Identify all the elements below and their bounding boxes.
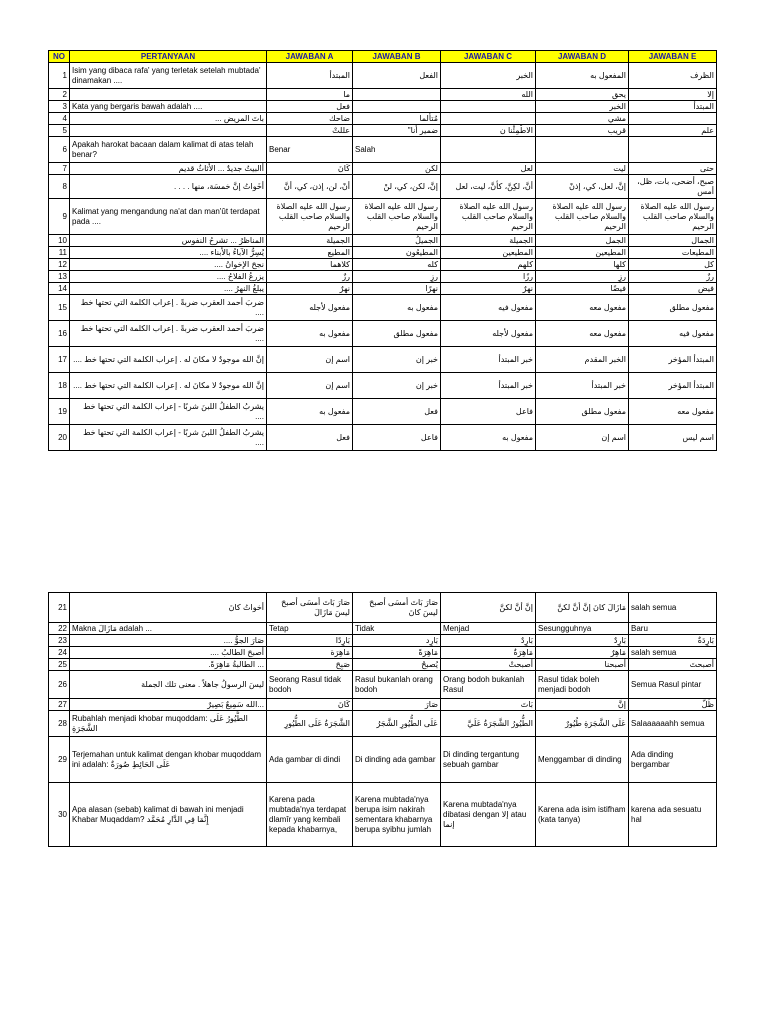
row-number: 11 xyxy=(49,247,70,259)
answer-c-cell: لعل xyxy=(441,163,536,175)
question-cell: Terjemahan untuk kalimat dengan khobar muqoddam ini adalah: عَلَى الحَائِطِ صُورَةٌ xyxy=(70,737,267,783)
table-row xyxy=(49,783,717,847)
question-cell: يُسِرُّ الآباءُ بالأبناء .... xyxy=(70,247,267,259)
answer-e-cell: رسول الله عليه الصلاة والسلام صاحب القلب الرحيم xyxy=(629,199,717,235)
answer-e-cell: كل xyxy=(629,259,717,271)
answer-c-cell: الله xyxy=(441,89,536,101)
question-cell: يشربُ الطفلُ اللبنَ شربًا - إعراب الكلمة التي تحتها خط .... xyxy=(70,399,267,425)
answer-e-cell: karena ada sesuatu hal xyxy=(629,783,717,847)
answer-c-cell: كلهم xyxy=(441,259,536,271)
answer-a-cell: صَارَ بَاتَ أمسَى أصبحَ ليسَ مَازَالَ xyxy=(267,593,353,623)
table-row xyxy=(49,271,717,283)
answer-d-cell: إنَّ، لعل، كي، إذنْ xyxy=(536,175,629,199)
answer-b-cell: Tidak xyxy=(353,623,441,635)
answer-c-cell: الطُّيُورُ الشَّجَرَةُ عَلَيَّ xyxy=(441,711,536,737)
answer-a-cell: كَانَ xyxy=(267,163,353,175)
answer-c-cell: مَاهِرَةٌ xyxy=(441,647,536,659)
answer-e-cell: إلا xyxy=(629,89,717,101)
answer-d-cell: عَلَى الشَّجَرَةِ طُيُورٌ xyxy=(536,711,629,737)
table-row xyxy=(49,235,717,247)
row-number: 10 xyxy=(49,235,70,247)
row-number: 21 xyxy=(49,593,70,623)
answer-b-cell: Di dinding ada gambar xyxy=(353,737,441,783)
question-cell xyxy=(70,89,267,101)
answer-e-cell: بَارِدَةٌ xyxy=(629,635,717,647)
answer-b-cell: المطيعُون xyxy=(353,247,441,259)
answer-a-cell: المبتدأ xyxy=(267,63,353,89)
header-answer-c: JAWABAN C xyxy=(441,51,536,63)
answer-e-cell: salah semua xyxy=(629,647,717,659)
table-row xyxy=(49,175,717,199)
quiz-table-top xyxy=(48,50,717,451)
answer-e-cell: علم xyxy=(629,125,717,137)
question-cell: أخواتُ كانَ xyxy=(70,593,267,623)
answer-c-cell: Menjad xyxy=(441,623,536,635)
answer-d-cell: المفعول به xyxy=(536,63,629,89)
answer-d-cell: مشي xyxy=(536,113,629,125)
table-row xyxy=(49,647,717,659)
answer-e-cell: المبتدأ xyxy=(629,101,717,113)
answer-a-cell: الجميلة xyxy=(267,235,353,247)
answer-a-cell: فعل xyxy=(267,425,353,451)
answer-b-cell: مُتألما xyxy=(353,113,441,125)
answer-d-cell: رسول الله عليه الصلاة والسلام صاحب القلب الرحيم xyxy=(536,199,629,235)
question-cell: Rubahlah menjadi khobar muqoddam: الطُّيُورُ عَلَى الشَّجَرَةِ xyxy=(70,711,267,737)
answer-e-cell: أصبحتَ xyxy=(629,659,717,671)
answer-e-cell: Ada dinding bergambar xyxy=(629,737,717,783)
answer-d-cell: المطيعين xyxy=(536,247,629,259)
question-cell: Makna مَازَالَ adalah ... xyxy=(70,623,267,635)
table-row xyxy=(49,347,717,373)
answer-d-cell: ليت xyxy=(536,163,629,175)
answer-d-cell: Rasul tidak boleh menjadi bodoh xyxy=(536,671,629,699)
answer-b-cell: Karena mubtada'nya berupa isim nakirah sementara khabarnya berupa syibhu jumlah xyxy=(353,783,441,847)
table-row xyxy=(49,623,717,635)
header-answer-e: JAWABAN E xyxy=(629,51,717,63)
answer-a-cell: اسم إن xyxy=(267,347,353,373)
question-cell: Isim yang dibaca rafa' yang terletak setelah mubtada' dinamakan .... xyxy=(70,63,267,89)
answer-b-cell: Rasul bukanlah orang bodoh xyxy=(353,671,441,699)
answer-a-cell: Tetap xyxy=(267,623,353,635)
row-number: 6 xyxy=(49,137,70,163)
header-row xyxy=(49,51,717,63)
answer-c-cell: فاعل xyxy=(441,399,536,425)
answer-e-cell: المطيعات xyxy=(629,247,717,259)
answer-c-cell xyxy=(441,113,536,125)
row-number: 22 xyxy=(49,623,70,635)
header-question: PERTANYAAN xyxy=(70,51,267,63)
question-cell: Apakah harokat bacaan dalam kalimat di atas telah benar? xyxy=(70,137,267,163)
row-number: 29 xyxy=(49,737,70,783)
table-row xyxy=(49,125,717,137)
row-number: 28 xyxy=(49,711,70,737)
answer-e-cell: المبتدأ المؤخر xyxy=(629,347,717,373)
quiz-table-bottom xyxy=(48,592,717,847)
answer-b-cell: كله xyxy=(353,259,441,271)
answer-c-cell: رسول الله عليه الصلاة والسلام صاحب القلب الرحيم xyxy=(441,199,536,235)
row-number: 30 xyxy=(49,783,70,847)
answer-b-cell: مَاهِرَةً xyxy=(353,647,441,659)
question-cell: ... الطالبةُ مَاهِرَةً. xyxy=(70,659,267,671)
answer-d-cell xyxy=(536,137,629,163)
answer-b-cell: فعل xyxy=(353,399,441,425)
table-row xyxy=(49,247,717,259)
answer-a-cell: ما xyxy=(267,89,353,101)
table-row xyxy=(49,425,717,451)
row-number: 20 xyxy=(49,425,70,451)
table-row xyxy=(49,671,717,699)
answer-b-cell: يُصبحُ xyxy=(353,659,441,671)
row-number: 5 xyxy=(49,125,70,137)
row-number: 7 xyxy=(49,163,70,175)
table-row xyxy=(49,283,717,295)
answer-c-cell: Di dinding tergantung sebuah gambar xyxy=(441,737,536,783)
row-number: 16 xyxy=(49,321,70,347)
answer-d-cell: قريب xyxy=(536,125,629,137)
question-cell: المناظرُ ... تشرحُ النفوس xyxy=(70,235,267,247)
answer-c-cell: الجميلة xyxy=(441,235,536,247)
answer-e-cell: مفعول فيه xyxy=(629,321,717,347)
answer-c-cell: Orang bodoh bukanlah Rasul xyxy=(441,671,536,699)
table-row xyxy=(49,63,717,89)
answer-c-cell: المطيعين xyxy=(441,247,536,259)
answer-a-cell: أنْ، لن، إذن، كي، أنَّ xyxy=(267,175,353,199)
table-row xyxy=(49,737,717,783)
answer-d-cell: رزٍ xyxy=(536,271,629,283)
row-number: 1 xyxy=(49,63,70,89)
answer-b-cell: رسول الله عليه الصلاة والسلام صاحب القلب الرحيم xyxy=(353,199,441,235)
answer-a-cell: اسم إن xyxy=(267,373,353,399)
table-row xyxy=(49,699,717,711)
answer-b-cell: الفعل xyxy=(353,63,441,89)
question-cell: إنَّ الله موجودٌ لا مكانَ له . إعراب الكلمة التي تحتها خط .... xyxy=(70,347,267,373)
answer-b-cell: رزٍ xyxy=(353,271,441,283)
answer-e-cell: الجمال xyxy=(629,235,717,247)
header-no: NO xyxy=(49,51,70,63)
question-cell: ...الله سَمِيعٌ بَصِيرٌ xyxy=(70,699,267,711)
answer-b-cell: صَارَ بَاتَ أمسَى أصبحَ ليسَ كانَ xyxy=(353,593,441,623)
row-number: 4 xyxy=(49,113,70,125)
row-number: 24 xyxy=(49,647,70,659)
row-number: 25 xyxy=(49,659,70,671)
answer-d-cell: يحق xyxy=(536,89,629,101)
question-cell: إنَّ الله موجودٌ لا مكانَ له . إعراب الكلمة التي تحتها خط .... xyxy=(70,373,267,399)
answer-d-cell: إنَّ xyxy=(536,699,629,711)
answer-b-cell: مفعول به xyxy=(353,295,441,321)
answer-a-cell: ضاحك xyxy=(267,113,353,125)
answer-b-cell xyxy=(353,101,441,113)
answer-e-cell: salah semua xyxy=(629,593,717,623)
answer-b-cell: خبر إن xyxy=(353,373,441,399)
answer-c-cell: رزًا xyxy=(441,271,536,283)
question-cell: Kata yang bergaris bawah adalah .... xyxy=(70,101,267,113)
answer-d-cell: مَازَالَ كانَ إنَّ أنَّ لكنَّ xyxy=(536,593,629,623)
table-row xyxy=(49,373,717,399)
answer-a-cell: مفعول به xyxy=(267,399,353,425)
answer-a-cell: الشَّجَرَةُ عَلَى الطُّيُورِ xyxy=(267,711,353,737)
answer-c-cell: بَارِدٌ xyxy=(441,635,536,647)
table-row xyxy=(49,113,717,125)
header-answer-d: JAWABAN D xyxy=(536,51,629,63)
question-cell: يشربُ الطفلُ اللبنَ شربًا - إعراب الكلمة التي تحتها خط .... xyxy=(70,425,267,451)
table-row xyxy=(49,321,717,347)
answer-a-cell: رزٌ xyxy=(267,271,353,283)
answer-a-cell: صَبِحَ xyxy=(267,659,353,671)
header-answer-b: JAWABAN B xyxy=(353,51,441,63)
answer-d-cell: مفعول معه xyxy=(536,321,629,347)
answer-a-cell: المطيع xyxy=(267,247,353,259)
question-cell: أَالبيتُ جديدٌ ... الأثاثُ قديم xyxy=(70,163,267,175)
table-row xyxy=(49,711,717,737)
question-cell: يزرعُ الفلاحُ .... xyxy=(70,271,267,283)
row-number: 18 xyxy=(49,373,70,399)
answer-e-cell xyxy=(629,137,717,163)
answer-a-cell: كَانَ xyxy=(267,699,353,711)
question-cell: صَارَ الجوُّ .... xyxy=(70,635,267,647)
row-number: 14 xyxy=(49,283,70,295)
answer-d-cell: أصبحنا xyxy=(536,659,629,671)
answer-d-cell: الجمل xyxy=(536,235,629,247)
answer-d-cell: Menggambar di dinding xyxy=(536,737,629,783)
row-number: 19 xyxy=(49,399,70,425)
row-number: 12 xyxy=(49,259,70,271)
answer-a-cell: مَاهِرَة xyxy=(267,647,353,659)
table-row xyxy=(49,163,717,175)
answer-e-cell: الظرف xyxy=(629,63,717,89)
answer-d-cell: مفعول مطلق xyxy=(536,399,629,425)
answer-b-cell: صَارَ xyxy=(353,699,441,711)
answer-b-cell: إنَّ، لكن، كي، لنْ xyxy=(353,175,441,199)
answer-b-cell: نهرًا xyxy=(353,283,441,295)
answer-c-cell: Karena mubtada'nya dibatasi dengan إلا atau إنما xyxy=(441,783,536,847)
answer-e-cell: اسم ليس xyxy=(629,425,717,451)
answer-c-cell: بَاتَ xyxy=(441,699,536,711)
question-cell: باتَ المريض ... xyxy=(70,113,267,125)
answer-d-cell: فيضًا xyxy=(536,283,629,295)
answer-e-cell: Baru xyxy=(629,623,717,635)
answer-c-cell: مفعول به xyxy=(441,425,536,451)
answer-b-cell: Salah xyxy=(353,137,441,163)
answer-c-cell: نهرٌ xyxy=(441,283,536,295)
answer-c-cell: مفعول لأجله xyxy=(441,321,536,347)
question-cell: ضربَ أحمد العقرب ضربةً . إعراب الكلمة التي تحتها خط .... xyxy=(70,321,267,347)
row-number: 23 xyxy=(49,635,70,647)
row-number: 15 xyxy=(49,295,70,321)
table-row xyxy=(49,199,717,235)
answer-a-cell: نهرٌ xyxy=(267,283,353,295)
answer-e-cell: المبتدأ المؤخر xyxy=(629,373,717,399)
answer-b-cell: عَلَى الطُّيُورِ الشَّجَرُ xyxy=(353,711,441,737)
answer-e-cell: مفعول مطلق xyxy=(629,295,717,321)
table-row xyxy=(49,635,717,647)
answer-b-cell: فاعل xyxy=(353,425,441,451)
answer-a-cell: مفعول لأجله xyxy=(267,295,353,321)
question-cell: ضربَ أحمد العقرب ضربةً . إعراب الكلمة التي تحتها خط .... xyxy=(70,295,267,321)
question-cell xyxy=(70,125,267,137)
answer-a-cell: عللتْ xyxy=(267,125,353,137)
answer-c-cell: أنَّ، لكِنَّ، كأنَّ، ليت، لعل xyxy=(441,175,536,199)
row-number: 8 xyxy=(49,175,70,199)
answer-a-cell: فعل xyxy=(267,101,353,113)
question-cell: نجحَ الإخوانُ .... xyxy=(70,259,267,271)
answer-b-cell: خبر إن xyxy=(353,347,441,373)
row-number: 26 xyxy=(49,671,70,699)
answer-c-cell: مفعول فيه xyxy=(441,295,536,321)
answer-b-cell: لكن xyxy=(353,163,441,175)
answer-d-cell: Karena ada isim istifham (kata tanya) xyxy=(536,783,629,847)
answer-a-cell: Ada gambar di dindi xyxy=(267,737,353,783)
answer-b-cell: بَارِد xyxy=(353,635,441,647)
row-number: 9 xyxy=(49,199,70,235)
table-row xyxy=(49,399,717,425)
row-number: 3 xyxy=(49,101,70,113)
answer-c-cell xyxy=(441,137,536,163)
answer-d-cell: الخبر xyxy=(536,101,629,113)
answer-e-cell: فيض xyxy=(629,283,717,295)
question-cell: Kalimat yang mengandung na'at dan man'ût terdapat pada .... xyxy=(70,199,267,235)
answer-b-cell xyxy=(353,89,441,101)
answer-e-cell: رزٌ xyxy=(629,271,717,283)
question-cell: ليسَ الرسولُ جاهلاً . معنى تلك الجملة xyxy=(70,671,267,699)
answer-d-cell: كلها xyxy=(536,259,629,271)
question-cell: أصبحَ الطالبُ .... xyxy=(70,647,267,659)
answer-c-cell: خبر المبتدأ xyxy=(441,347,536,373)
answer-c-cell: خبر المبتدأ xyxy=(441,373,536,399)
answer-d-cell: خبر المبتدأ xyxy=(536,373,629,399)
answer-b-cell: الجميلُ xyxy=(353,235,441,247)
table-row xyxy=(49,659,717,671)
header-answer-a: JAWABAN A xyxy=(267,51,353,63)
row-number: 27 xyxy=(49,699,70,711)
answer-e-cell: Salaaaaaahh semua xyxy=(629,711,717,737)
question-cell: Apa alasan (sebab) kalimat di bawah ini menjadi Khabar Muqaddam? إِنَّمَا فِي الدَّارِ مُحَمَّد xyxy=(70,783,267,847)
answer-a-cell: Seorang Rasul tidak bodoh xyxy=(267,671,353,699)
table-row xyxy=(49,259,717,271)
answer-a-cell: Karena pada mubtada'nya terdapat dlamîr yang kembali kepada khabarnya, xyxy=(267,783,353,847)
answer-d-cell: Sesungguhnya xyxy=(536,623,629,635)
answer-a-cell: Benar xyxy=(267,137,353,163)
answer-b-cell: ضمير أنا" xyxy=(353,125,441,137)
answer-d-cell: مَاهِرٌ xyxy=(536,647,629,659)
answer-c-cell: الخبر xyxy=(441,63,536,89)
answer-a-cell: رسول الله عليه الصلاة والسلام صاحب القلب الرحيم xyxy=(267,199,353,235)
table-row xyxy=(49,593,717,623)
answer-d-cell: مفعول معه xyxy=(536,295,629,321)
answer-a-cell: مفعول به xyxy=(267,321,353,347)
answer-e-cell: Semua Rasul pintar xyxy=(629,671,717,699)
answer-c-cell xyxy=(441,101,536,113)
table-row xyxy=(49,89,717,101)
answer-d-cell: بَارِدٌ xyxy=(536,635,629,647)
question-cell: أخَواتُ إنَّ خمسَة، منها . . . . xyxy=(70,175,267,199)
row-number: 13 xyxy=(49,271,70,283)
answer-e-cell xyxy=(629,113,717,125)
answer-e-cell: حتى xyxy=(629,163,717,175)
answer-c-cell: إنَّ أنَّ لكنَّ xyxy=(441,593,536,623)
answer-b-cell: مفعول مطلق xyxy=(353,321,441,347)
question-cell: يبلغُ النهرُ .... xyxy=(70,283,267,295)
table-row xyxy=(49,101,717,113)
answer-c-cell: الاطْمِئْنا ن xyxy=(441,125,536,137)
answer-c-cell: أصبحتْ xyxy=(441,659,536,671)
answer-e-cell: صبح، أضحى، بات، ظل، أمس xyxy=(629,175,717,199)
answer-e-cell: مفعول معه xyxy=(629,399,717,425)
answer-a-cell: بَارِدًا xyxy=(267,635,353,647)
answer-e-cell: ظَلَّ xyxy=(629,699,717,711)
table-row xyxy=(49,137,717,163)
row-number: 2 xyxy=(49,89,70,101)
table-row xyxy=(49,295,717,321)
answer-d-cell: الخبر المقدم xyxy=(536,347,629,373)
row-number: 17 xyxy=(49,347,70,373)
answer-d-cell: اسم إن xyxy=(536,425,629,451)
answer-a-cell: كلاهما xyxy=(267,259,353,271)
